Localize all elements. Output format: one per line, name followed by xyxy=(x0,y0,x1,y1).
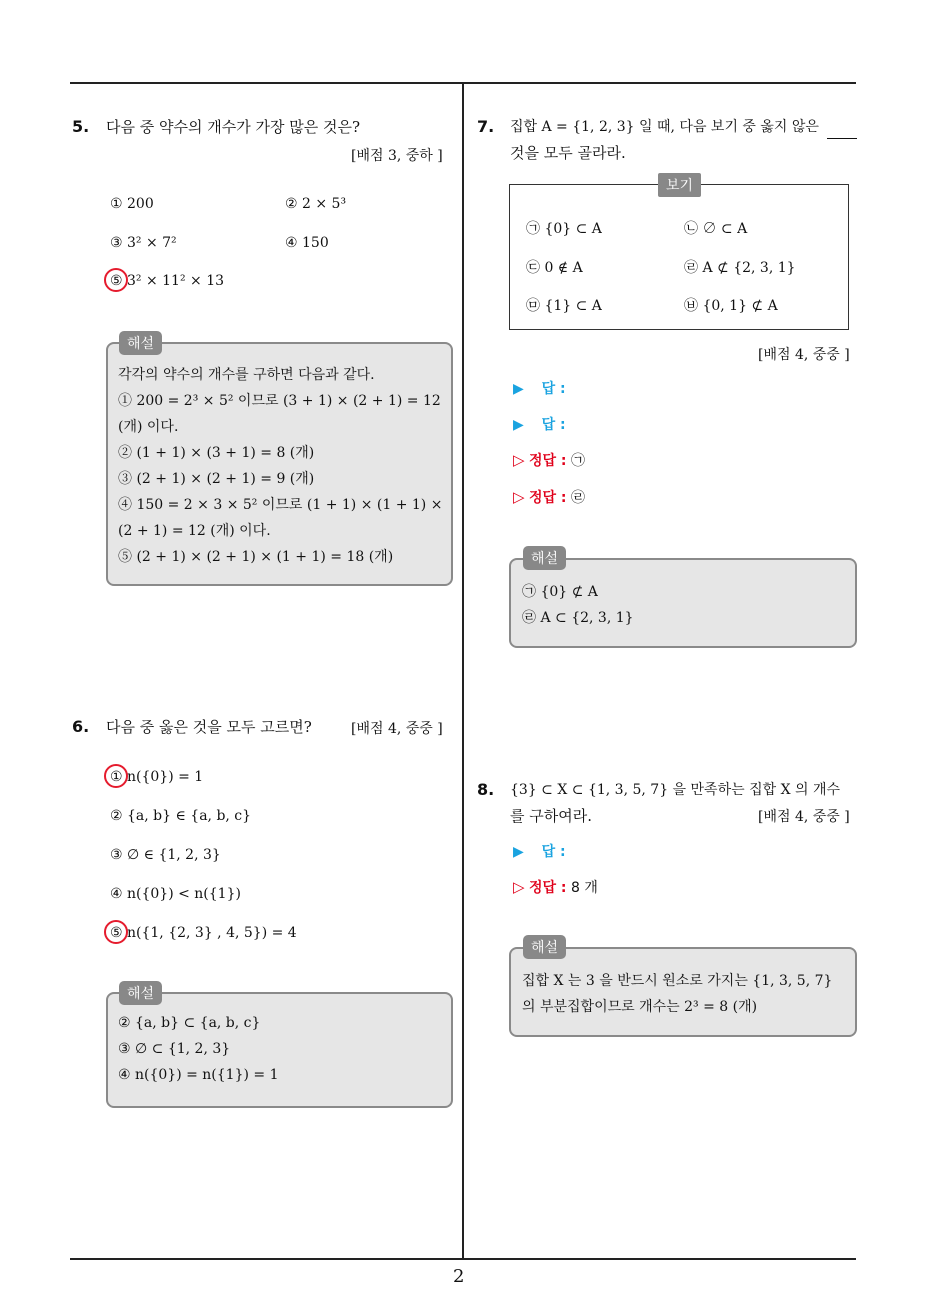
q5-explanation-line: ② (1 + 1) × (3 + 1) = 8 (개) xyxy=(118,445,315,461)
q6-choice-2[interactable]: ② {a, b} ∈ {a, b, c} xyxy=(110,808,252,824)
correct-value: ㉠ xyxy=(570,453,585,469)
q8-explanation-tag: 해설 xyxy=(523,935,566,959)
q8-text-line1: {3} ⊂ X ⊂ {1, 3, 5, 7} 을 만족하는 집합 X 의 개수 xyxy=(510,782,841,798)
q8-correct-row xyxy=(513,877,598,897)
correct-label: 정답 : xyxy=(529,880,567,896)
q7-underline xyxy=(827,138,857,139)
q6-explanation-line: ② {a, b} ⊂ {a, b, c} xyxy=(118,1015,261,1031)
outline-triangle-icon: ▷ xyxy=(513,488,525,506)
q5-text: 다음 중 약수의 개수가 가장 많은 것은? xyxy=(106,118,361,136)
q7-number: 7. xyxy=(477,117,495,136)
q7-correct-row-2 xyxy=(513,487,585,507)
q7-score: [배점 4, 중중 ] xyxy=(758,347,850,363)
q8-number: 8. xyxy=(477,780,495,799)
play-icon: ▶ xyxy=(513,381,524,397)
correct-label: 정답 : xyxy=(529,490,567,506)
q6-score: [배점 4, 중중 ] xyxy=(351,721,443,737)
q6-answer-circle xyxy=(104,764,128,788)
column-divider xyxy=(462,84,464,1259)
q8-explanation-line: 집합 X 는 3 을 반드시 원소로 가지는 {1, 3, 5, 7} xyxy=(522,973,833,989)
q5-explanation-line: ⑤ (2 + 1) × (2 + 1) × (1 + 1) = 18 (개) xyxy=(118,549,394,565)
q6-number: 6. xyxy=(72,717,90,736)
q5-explanation-line: (2 + 1) = 12 (개) 이다. xyxy=(118,523,271,539)
q5-number: 5. xyxy=(72,117,90,136)
q8-explanation-box xyxy=(509,947,857,1037)
q7-text-line2: 것을 모두 골라라. xyxy=(510,144,626,162)
q5-explanation-line: 각각의 약수의 개수를 구하면 다음과 같다. xyxy=(118,367,375,383)
answer-label: 답 : xyxy=(541,844,566,860)
play-icon: ▶ xyxy=(513,844,524,860)
q7-answer-row-1[interactable] xyxy=(513,378,566,398)
q5-explanation-line: ④ 150 = 2 × 3 × 5² 이므로 (1 + 1) × (1 + 1) × xyxy=(118,497,443,513)
q7-answer-row-2[interactable] xyxy=(513,414,566,434)
q6-choice-3[interactable]: ③ ∅ ∈ {1, 2, 3} xyxy=(110,847,221,863)
q7-explanation-box xyxy=(509,558,857,648)
page-number: 2 xyxy=(453,1266,465,1287)
answer-label: 답 : xyxy=(541,381,566,397)
q7-bogi-item: ㉡ ∅ ⊂ A xyxy=(684,221,748,237)
q5-explanation-line: ③ (2 + 1) × (2 + 1) = 9 (개) xyxy=(118,471,315,487)
q6-answer-circle xyxy=(104,920,128,944)
q6-explanation-tag: 해설 xyxy=(119,981,162,1005)
correct-value: 8 개 xyxy=(570,880,598,896)
q5-explanation-line: (개) 이다. xyxy=(118,419,179,435)
q6-text: 다음 중 옳은 것을 모두 고르면? xyxy=(106,718,312,736)
q8-answer-row[interactable] xyxy=(513,841,566,861)
outline-triangle-icon: ▷ xyxy=(513,878,525,896)
q7-text-line1: 집합 A = {1, 2, 3} 일 때, 다음 보기 중 옳지 않은 xyxy=(510,119,819,135)
q7-bogi-item: ㉢ 0 ∉ A xyxy=(526,260,583,276)
q7-bogi-item: ㉠ {0} ⊂ A xyxy=(526,221,602,237)
q7-correct-row-1 xyxy=(513,450,585,470)
q6-explanation-line: ③ ∅ ⊂ {1, 2, 3} xyxy=(118,1041,231,1057)
q7-bogi-item: ㉥ {0, 1} ⊄ A xyxy=(684,298,778,314)
q7-bogi-item: ㉣ A ⊄ {2, 3, 1} xyxy=(684,260,796,276)
q5-score: [배점 3, 중하 ] xyxy=(351,148,443,164)
answer-label: 답 : xyxy=(541,417,566,433)
q7-explanation-tag: 해설 xyxy=(523,546,566,570)
q5-choice-4[interactable]: ④ 150 xyxy=(285,235,329,251)
q5-choice-1[interactable]: ① 200 xyxy=(110,196,154,212)
q7-bogi-tag: 보기 xyxy=(658,173,701,197)
q6-explanation-line: ④ n({0}) = n({1}) = 1 xyxy=(118,1067,279,1083)
q8-explanation-line: 의 부분집합이므로 개수는 2³ = 8 (개) xyxy=(522,999,758,1015)
q7-bogi-item: ㉤ {1} ⊂ A xyxy=(526,298,602,314)
correct-value: ㉣ xyxy=(570,490,585,506)
q6-choice-5[interactable]: ⑤ n({1, {2, 3} , 4, 5}) = 4 xyxy=(110,925,297,941)
q7-explanation-line: ㉠ {0} ⊄ A xyxy=(522,584,598,600)
bottom-rule xyxy=(70,1258,856,1260)
outline-triangle-icon: ▷ xyxy=(513,451,525,469)
q8-text-line2: 를 구하여라. xyxy=(510,807,592,825)
q5-choice-5[interactable]: ⑤ 3² × 11² × 13 xyxy=(110,273,225,289)
q5-choice-2[interactable]: ② 2 × 5³ xyxy=(285,196,347,212)
q6-choice-4[interactable]: ④ n({0}) < n({1}) xyxy=(110,886,241,902)
q5-choice-3[interactable]: ③ 3² × 7² xyxy=(110,235,177,251)
q5-answer-circle xyxy=(104,268,128,292)
q5-explanation-line: ① 200 = 2³ × 5² 이므로 (3 + 1) × (2 + 1) = 12 xyxy=(118,393,441,409)
q8-score: [배점 4, 중중 ] xyxy=(758,809,850,825)
correct-label: 정답 : xyxy=(529,453,567,469)
play-icon: ▶ xyxy=(513,417,524,433)
q6-choice-1[interactable]: ① n({0}) = 1 xyxy=(110,769,204,785)
q5-explanation-tag: 해설 xyxy=(119,331,162,355)
q7-explanation-line: ㉣ A ⊂ {2, 3, 1} xyxy=(522,610,634,626)
